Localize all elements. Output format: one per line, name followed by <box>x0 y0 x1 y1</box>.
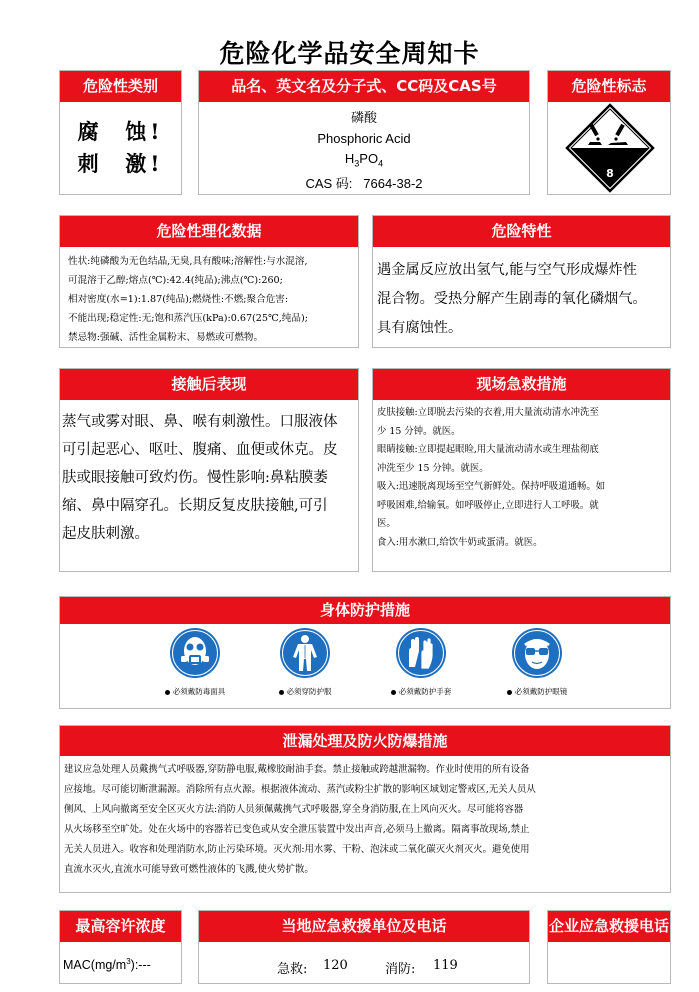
hazard-class-header: 危险性类别 <box>60 71 181 102</box>
fire-number: 119 <box>433 958 458 973</box>
mac-panel <box>59 910 182 984</box>
chemical-formula: $H_3PO_4$ <box>344 151 384 169</box>
fire-label: 消防: <box>385 962 416 977</box>
corrosive-diamond-icon <box>548 102 672 194</box>
hazard-props-text: 遇金属反应放出氢气,能与空气形成爆炸性 混合物。受热分解产生剧毒的氧化磷烟气。 具有腐蚀性。 <box>377 262 647 336</box>
physchem-panel <box>59 215 359 348</box>
contact-text: 蒸气或雾对眼、鼻、喉有刺激性。口服液体 可引起恶心、呕吐、腹痛、血便或休克。皮 肤或眼接触可致灼伤。慢性影响:鼻粘膜萎 缩、鼻中隔穿孔。长期反复皮肤接触,可引 起皮肤刺激。 <box>62 414 338 542</box>
ppe-caption-protective-gloves: 必须戴防护手套 <box>398 687 452 696</box>
goggles-icon <box>511 627 563 679</box>
ppe-header: 身体防护措施 <box>60 597 670 624</box>
company-emergency-header: 企业应急救援电话 <box>548 911 670 942</box>
ppe-caption-goggles: 必须戴防护眼镜 <box>514 687 568 696</box>
ppe-item-goggles <box>492 627 582 697</box>
first-aid-text: 皮肤接触:立即脱去污染的衣着,用大量流动清水冲洗至 少 15 分钟。就医。 眼睛接触:立即提起眼睑,用大量流动清水或生理盐彻底 冲洗至少 15 分钟。就医。 吸入:迅速脱离现场至空气新鲜处。保持呼吸道通畅。如 呼吸困难,给输氧。如呼吸停止,立即进行人工呼吸。就 医。 食入:用水漱口,给饮牛奶或蛋清。就医。 <box>377 407 606 548</box>
mac-value: $MAC(mg/m^3):---$ <box>63 957 151 973</box>
identity-panel <box>198 70 530 195</box>
ppe-caption-gas-mask: 必须戴防毒面具 <box>172 687 226 696</box>
hazard-props-header: 危险特性 <box>373 216 670 247</box>
protective-gloves-icon <box>395 627 447 679</box>
hazard-class-panel <box>59 70 182 195</box>
ppe-caption-protective-suit: 必须穿防护服 <box>286 687 332 696</box>
company-emergency-panel <box>547 910 671 984</box>
hazard-label-panel <box>547 70 671 195</box>
mac-header: 最高容许浓度 <box>60 911 181 942</box>
leak-text: 建议应急处理人员戴携气式呼吸器,穿防静电服,戴橡胶耐油手套。禁止接触或跨越泄漏物。作业时使用的所有设备 应接地。尽可能切断泄漏源。消除所有点火源。根据液体流动、蒸汽或粉尘扩散的影响区域划定警戒区,无关人员从 侧风、上风向撤离至安全区灭火方法:消防人员须佩戴携气式呼吸器,穿全身消防服,在上风向灭火。尽可能将容器 从火场移至空旷处。处在火场中的容器若已变色或从安全泄压装置中发出声音,必须马上撤离。隔离事故现场,禁止 无关人员进入。收容和处理消防水,防止污染环境。灭火剂:用水雾、干粉、泡沫或二氧化碳灭火剂灭火。避免使用 直流水灭火,直流水可能导致可燃性液体的飞溅,使火势扩散。 <box>64 764 536 875</box>
protective-suit-icon <box>279 627 331 679</box>
ppe-item-protective-gloves <box>376 627 466 697</box>
hazard-class-line-1: 腐 蚀! <box>77 119 164 144</box>
ppe-item-protective-suit <box>260 627 350 697</box>
gas-mask-icon <box>169 627 221 679</box>
ppe-item-gas-mask <box>150 627 240 697</box>
chemical-cn-name: 磷酸 <box>350 110 377 125</box>
local-emergency-panel <box>198 910 530 984</box>
physchem-header: 危险性理化数据 <box>60 216 358 247</box>
cas-number: CAS 码: 7664-38-2 <box>305 176 423 192</box>
first-aid-header: 现场急救措施 <box>373 369 670 400</box>
physchem-text: 性状:纯磷酸为无色结晶,无臭,具有酸味;溶解性:与水混溶, 可混溶于乙醇;熔点(℃):42.4(纯品);沸点(℃):260; 相对密度(水=1):1.87(纯品);燃烧性:不燃;聚合危害: 不能出现;稳定性:无;饱和蒸汽压(kPa):0.67(25℃,纯品); 禁忌物:强碱、活性金属粉末、易燃或可燃物。 <box>68 256 308 343</box>
chemical-en-name: Phosphoric Acid <box>317 130 411 146</box>
page-title: 危险化学品安全周知卡 <box>219 39 480 68</box>
rescue-label: 急救: <box>277 962 308 977</box>
rescue-number: 120 <box>323 958 348 973</box>
leak-header: 泄漏处理及防火防爆措施 <box>60 726 670 756</box>
hazard-class-line-2: 刺 激! <box>77 151 164 176</box>
local-emergency-header: 当地应急救援单位及电话 <box>199 911 529 942</box>
contact-panel <box>59 368 359 572</box>
contact-header: 接触后表现 <box>60 369 358 400</box>
hazard-class-number: 8 <box>606 167 614 180</box>
hazard-props-panel <box>372 215 671 348</box>
hazard-label-header: 危险性标志 <box>548 71 670 102</box>
identity-header: 品名、英文名及分子式、CC码及CAS号 <box>199 71 529 102</box>
leak-panel <box>59 725 671 893</box>
first-aid-panel <box>372 368 671 572</box>
